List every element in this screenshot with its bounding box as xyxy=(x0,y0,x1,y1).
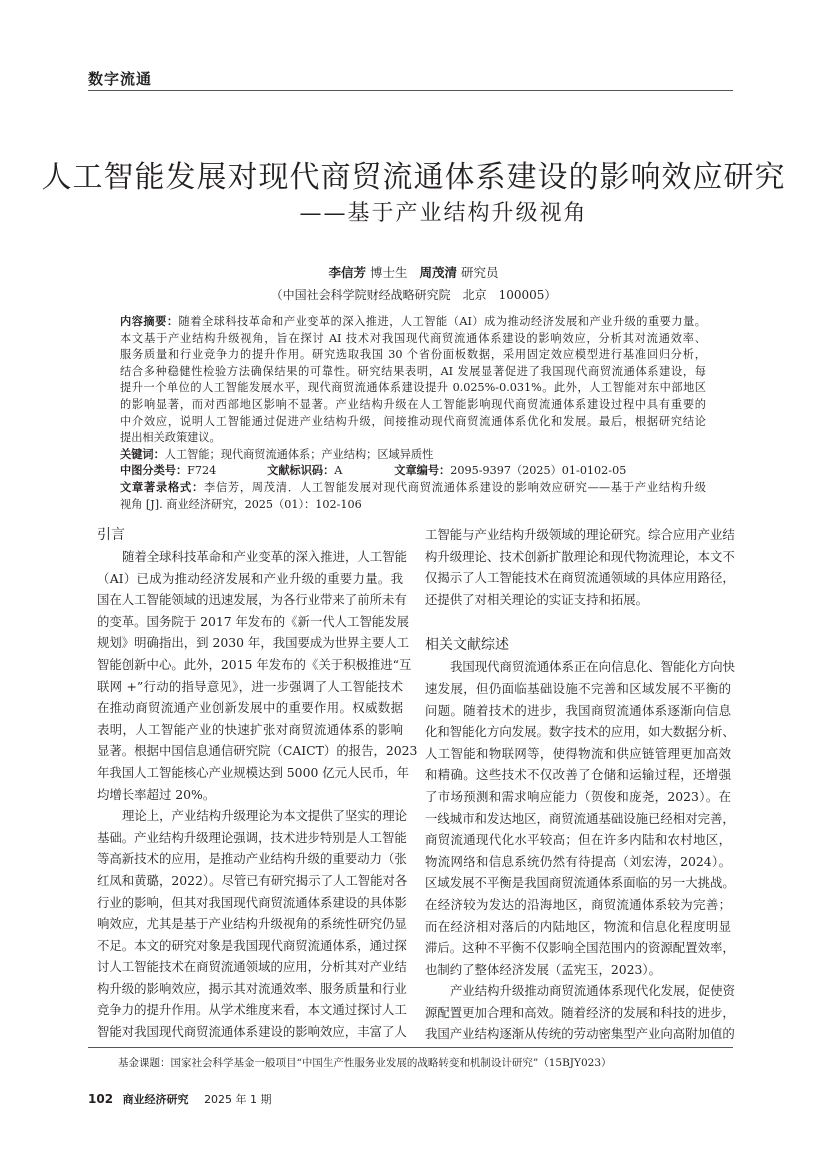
text-line: 显著。根据中国信息通信研究院（CAICT）的报告，2023 xyxy=(97,743,418,759)
text-line: （AI）已成为推动经济发展和产业升级的重要力量。我 xyxy=(97,570,403,586)
abstract-line xyxy=(120,364,706,381)
page-number: 102 xyxy=(88,1092,114,1106)
paragraph xyxy=(425,980,735,1045)
text-line: 构升级理论、技术创新扩散理论和现代物流理论，本文不 xyxy=(425,548,735,564)
abstract-text: 提出相关政策建议。 xyxy=(120,431,221,445)
paragraph xyxy=(97,546,418,805)
text-line: 工智能与产业结构升级领域的理论研究。综合应用产业结 xyxy=(425,527,735,542)
text-line: 随着全球科技革命和产业变革的深入推进，人工智能 xyxy=(122,549,407,564)
abstract-line xyxy=(120,347,706,364)
text-line: 竞争力的提升作用。从学术维度来看，本文通过探讨人工 xyxy=(97,1002,407,1018)
text-line: 不足。本文的研究对象是我国现代商贸流通体系，通过探 xyxy=(97,937,407,953)
section-heading: 引言 xyxy=(97,527,125,543)
text-line: 而在经济相对落后的内陆地区，物流和信息化程度明显 xyxy=(425,918,731,934)
citation-label: 文章著录格式： xyxy=(120,480,204,494)
text-line: 红凤和黄璐，2022）。尽管已有研究揭示了人工智能对各 xyxy=(97,872,408,888)
citation-text: 视角 [J]. 商业经济研究，2025（01）：102-106 xyxy=(120,497,362,511)
abstract-label: 内容摘要： xyxy=(120,315,179,328)
text-line: 规划》明确指出，到 2030 年，我国要成为世界主要人工 xyxy=(97,635,410,651)
text-line: 均增长率超过 20%。 xyxy=(97,786,216,802)
abstract-line xyxy=(120,380,706,397)
citation-text: 李信芳，周茂清．人工智能发展对现代商贸流通体系建设的影响效应研究——基于产业结构升级 xyxy=(203,480,706,494)
text-line: 仅揭示了人工智能技术在商贸流通领域的具体应用路径， xyxy=(425,570,735,586)
author-role: 博士生 xyxy=(370,265,408,280)
paragraph xyxy=(97,805,408,1043)
clc-label: 中图分类号： xyxy=(120,464,188,478)
text-line: 基础。产业结构升级理论强调，技术进步特别是人工智能 xyxy=(97,829,407,845)
abstract-line xyxy=(120,414,706,431)
text-line: 我国现代商贸流通体系正在向信息化、智能化方向快 xyxy=(450,659,735,675)
text-line: 表明，人工智能产业的快速扩张对商贸流通体系的影响 xyxy=(97,721,403,737)
text-line: 智能创新中心。此外，2015 年发布的《关于积极推进“互 xyxy=(97,656,412,672)
paragraph xyxy=(425,524,735,610)
keywords-label: 关键词： xyxy=(120,447,165,461)
abstract-text: 服务质量和行业竞争力的提升作用。研究选取我国 30 个省份面板数据，采用固定效应模型进行基准回归分析， xyxy=(120,348,706,362)
abstract-line xyxy=(120,430,706,447)
abstract-text: 的影响显著，而对西部地区影响不显著。产业结构升级在人工智能影响现代商贸流通体系建设过程中具有重要的 xyxy=(120,397,706,411)
article-no: 2095-9397（2025）01-0102-05 xyxy=(450,464,627,478)
text-line: 联网 +”行动的指导意见》，进一步强调了人工智能技术 xyxy=(97,678,403,694)
text-line: 构升级的影响效应，揭示其对流通效率、服务质量和行业 xyxy=(97,980,407,996)
abstract-line xyxy=(120,397,706,414)
text-line: 了市场预测和需求响应能力（贺俊和庞尧，2023）。在 xyxy=(425,788,731,804)
text-line: 等高新技术的应用，是推动产业结构升级的重要动力（张 xyxy=(97,851,407,867)
journal-issue: 2025 年 1 期 xyxy=(204,1093,272,1106)
body-column-left xyxy=(97,524,418,1043)
abstract-block xyxy=(120,314,706,513)
paragraph xyxy=(425,656,735,980)
author-role: 研究员 xyxy=(460,265,499,280)
text-line: 商贸流通现代化水平较高；但在许多内陆和农村地区， xyxy=(425,832,731,848)
text-line: 区域发展不平衡是我国商贸流通体系面临的另一大挑战。 xyxy=(425,875,735,891)
author-name: 李信芳 xyxy=(328,265,367,280)
text-line: 产业结构升级推动商贸流通体系现代化发展，促使资 xyxy=(450,983,735,999)
abstract-text: 中介效应，说明人工智能通过促进产业结构升级，间接推动现代商贸流通体系优化和发展。最后，根据研究结论 xyxy=(120,414,706,428)
text-line: 和精确。这些技术不仅改善了仓储和运输过程，还增强 xyxy=(425,767,731,783)
footnote-divider xyxy=(88,1047,733,1048)
body-column-right xyxy=(425,524,735,1045)
fund-footnote: 基金课题：国家社会科学基金一般项目“中国生产性服务业发展的战略转变和机制设计研究”（15BJY023） xyxy=(118,1057,612,1069)
section-heading: 相关文献综述 xyxy=(425,637,509,654)
doc-code-label: 文献标识码： xyxy=(267,464,335,478)
text-line: 国在人工智能领域的迅速发展，为各行业带来了前所未有 xyxy=(97,592,407,608)
citation-line xyxy=(120,497,706,514)
text-line: 响效应，尤其是基于产业结构升级视角的系统性研究仍显 xyxy=(97,916,407,932)
journal-name: 商业经济研究 xyxy=(122,1093,189,1106)
text-line: 在经济较为发达的沿海地区，商贸流通体系较为完善； xyxy=(425,896,731,912)
text-line: 化和智能化方向发展。数字技术的应用，如大数据分析、 xyxy=(425,724,735,740)
abstract-text: 本文基于产业结构升级视角，旨在探讨 AI 技术对我国现代商贸流通体系建设的影响效应，分析其对流通效率、 xyxy=(120,331,706,345)
article-subtitle: ——基于产业结构升级视角 xyxy=(299,201,588,226)
text-line: 理论上，产业结构升级理论为本文提供了坚实的理论 xyxy=(122,808,407,824)
keywords: 人工智能；现代商贸流通体系；产业结构；区域异质性 xyxy=(164,447,434,461)
abstract-line xyxy=(120,314,706,331)
abstract-text: 随着全球科技革命和产业变革的深入推进，人工智能（AI）成为推动经济发展和产业升级的重要力量。 xyxy=(178,315,706,328)
text-line: 讨人工智能技术在商贸流通领域的应用，分析其对产业结 xyxy=(97,959,407,975)
text-line: 我国产业结构逐渐从传统的劳动密集型产业向高附加值的 xyxy=(425,1026,735,1042)
text-line: 也制约了整体经济发展（孟宪玉，2023）。 xyxy=(425,961,661,977)
text-line: 智能对我国现代商贸流通体系建设的影响效应，丰富了人 xyxy=(97,1024,407,1040)
citation-line xyxy=(120,480,706,497)
text-line: 物流网络和信息系统仍然有待提高（刘宏涛，2024）。 xyxy=(425,853,731,869)
text-line: 还提供了对相关理论的实证支持和拓展。 xyxy=(425,591,649,607)
article-title: 人工智能发展对现代商贸流通体系建设的影响效应研究 xyxy=(41,160,786,195)
authors xyxy=(0,263,827,281)
text-line: 人工智能和物联网等，使得物流和供应链管理更加高效 xyxy=(425,745,731,761)
text-line: 滞后。这种不平衡不仅影响全国范围内的资源配置效率， xyxy=(425,940,735,956)
section-label: 数字流通 xyxy=(88,70,153,88)
article-no-label: 文章编号： xyxy=(394,464,451,478)
author-name: 周茂清 xyxy=(419,265,457,280)
text-line: 的变革。国务院于 2017 年发布的《新一代人工智能发展 xyxy=(97,613,410,629)
text-line: 源配置更加合理和高效。随着经济的发展和科技的进步， xyxy=(425,1004,735,1020)
affiliation: （中国社会科学院财经战略研究院 北京 100005） xyxy=(270,288,557,302)
text-line: 年我国人工智能核心产业规模达到 5000 亿元人民币，年 xyxy=(97,764,410,780)
text-line: 行业的影响，但其对我国现代商贸流通体系建设的具体影 xyxy=(97,894,407,910)
clc-code: F724 xyxy=(187,464,217,478)
text-line: 速发展，但仍面临基础设施不完善和区域发展不平衡的 xyxy=(425,680,731,696)
classification-row xyxy=(120,463,706,480)
section-spacer xyxy=(425,610,731,634)
text-line: 问题。随着技术的进步，我国商贸流通体系逐渐向信息 xyxy=(425,702,731,718)
text-line: 在推动商贸流通产业创新发展中的重要作用。权威数据 xyxy=(97,700,403,716)
doc-code: A xyxy=(334,464,343,478)
header-divider xyxy=(88,90,733,91)
keywords-row xyxy=(120,447,706,464)
abstract-text: 结合多种稳健性检验方法确保结果的可靠性。研究结果表明，AI 发展显著促进了我国现代商贸流通体系建设，每 xyxy=(120,364,706,378)
page-footer xyxy=(88,1091,272,1107)
abstract-line xyxy=(120,331,706,348)
text-line: 一线城市和发达地区，商贸流通基础设施已经相对完善， xyxy=(425,810,735,826)
abstract-text: 提升一个单位的人工智能发展水平，现代商贸流通体系建设提升 0.025%-0.031%。此外，人工智能对东中部地区 xyxy=(120,381,706,395)
